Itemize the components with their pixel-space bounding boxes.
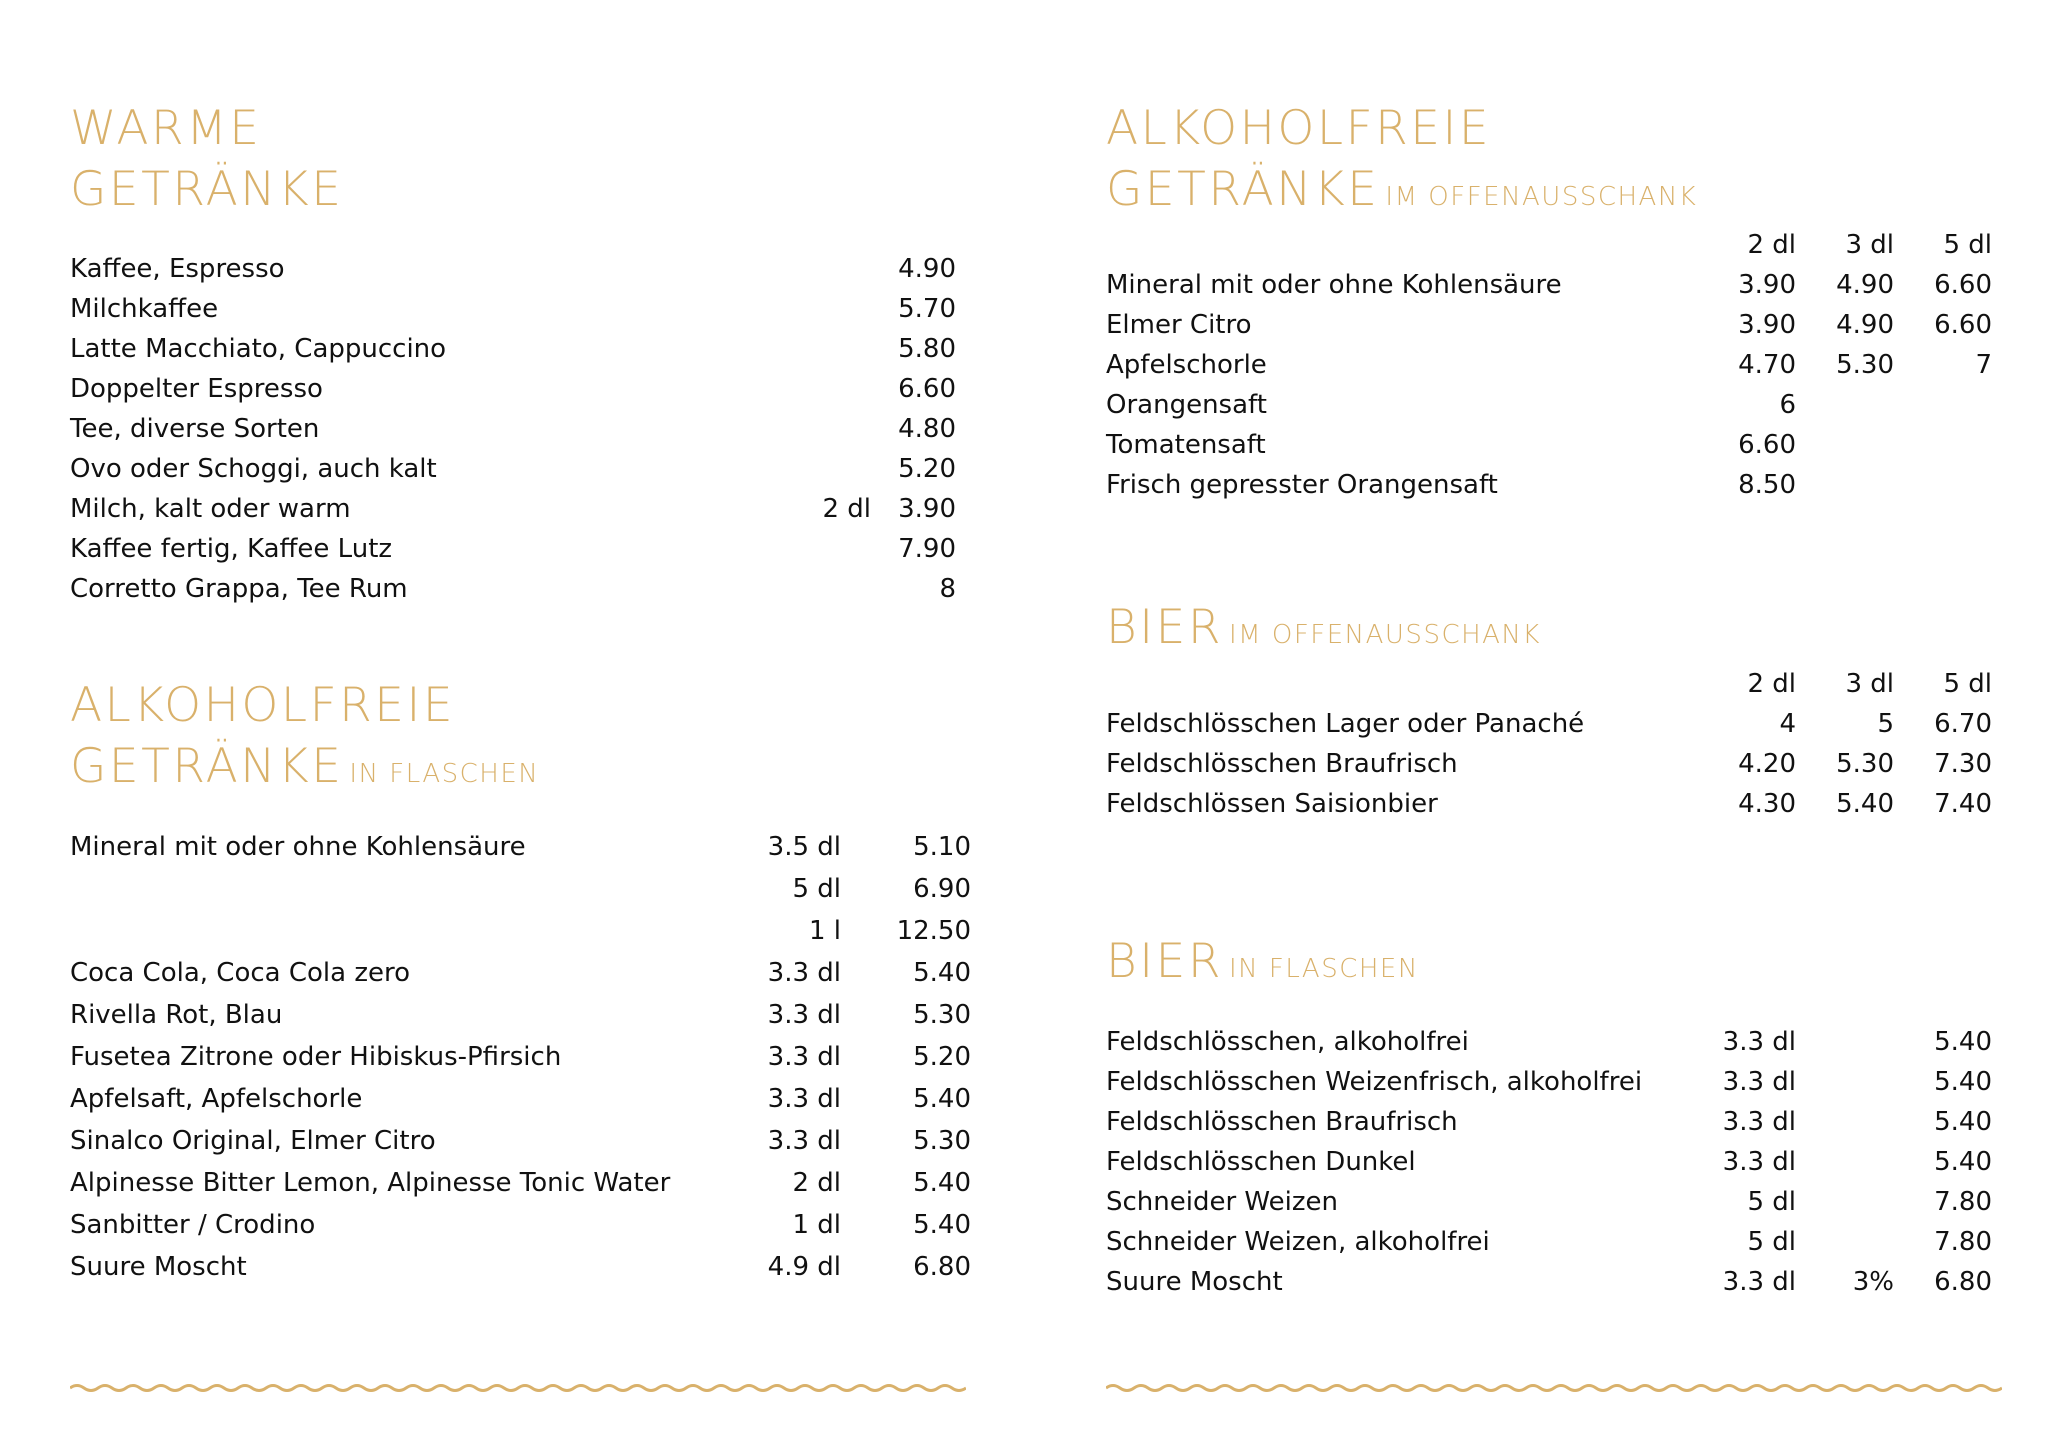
item-value: 5.30 <box>1836 749 1894 779</box>
menu-row <box>70 868 971 910</box>
alkoholfreie-offen-table <box>1106 225 1992 505</box>
table-header-row <box>1106 225 1992 265</box>
item-value: 7 <box>1975 350 1992 380</box>
item-price: 5.20 <box>913 1042 971 1072</box>
heading-line-2 <box>1106 159 1697 228</box>
heading-line <box>1106 931 1419 1000</box>
menu-row <box>1106 265 1992 305</box>
menu-row <box>1106 425 1992 465</box>
menu-row <box>1106 345 1992 385</box>
heading-subtitle: IM OFFENAUSSCHANK <box>1229 620 1541 650</box>
item-value: 6.70 <box>1934 709 1992 739</box>
item-value: 6.60 <box>1738 430 1796 460</box>
item-size: 5 dl <box>792 874 841 904</box>
menu-row <box>70 1036 971 1078</box>
item-price: 3.90 <box>898 494 956 524</box>
item-name: Schneider Weizen, alkoholfrei <box>1106 1227 1490 1257</box>
heading-line-2 <box>70 736 539 805</box>
item-value: 4.30 <box>1738 789 1796 819</box>
menu-row <box>70 369 956 409</box>
menu-row <box>1106 1262 1992 1302</box>
item-value: 3.3 dl <box>1722 1027 1796 1057</box>
item-value: 7.80 <box>1934 1227 1992 1257</box>
item-size: 2 dl <box>792 1168 841 1198</box>
menu-row <box>1106 1062 1992 1102</box>
menu-row <box>1106 704 1992 744</box>
menu-row <box>70 489 956 529</box>
item-value: 4.70 <box>1738 350 1796 380</box>
item-value: 4 <box>1779 709 1796 739</box>
item-size: 4.9 dl <box>767 1252 841 1282</box>
item-value: 7.30 <box>1934 749 1992 779</box>
item-name: Tee, diverse Sorten <box>70 414 320 444</box>
item-size: 3.3 dl <box>767 1042 841 1072</box>
menu-row <box>70 1162 971 1204</box>
item-name: Kaffee fertig, Kaffee Lutz <box>70 534 393 564</box>
item-name: Sanbitter / Crodino <box>70 1210 316 1240</box>
item-value: 5.30 <box>1836 350 1894 380</box>
alkoholfreie-flaschen-heading <box>70 675 539 805</box>
item-price: 5.20 <box>898 454 956 484</box>
item-price: 12.50 <box>896 916 971 946</box>
item-name: Feldschlösschen Braufrisch <box>1106 1107 1458 1137</box>
item-price: 7.90 <box>898 534 956 564</box>
item-name: Coca Cola, Coca Cola zero <box>70 958 411 988</box>
item-price: 5.40 <box>913 1084 971 1114</box>
item-price: 8 <box>939 574 956 604</box>
item-size: 1 dl <box>792 1210 841 1240</box>
menu-row <box>70 1204 971 1246</box>
item-size: 2 dl <box>822 494 871 524</box>
menu-row <box>70 569 956 609</box>
item-value: 6.60 <box>1934 310 1992 340</box>
menu-row <box>70 329 956 369</box>
item-name: Rivella Rot, Blau <box>70 1000 283 1030</box>
heading-line <box>1106 597 1541 666</box>
item-name: Elmer Citro <box>1106 310 1252 340</box>
menu-row <box>1106 1102 1992 1142</box>
item-price: 6.60 <box>898 374 956 404</box>
menu-row <box>70 826 971 868</box>
item-size: 3.3 dl <box>767 958 841 988</box>
item-name: Fusetea Zitrone oder Hibiskus-Pfirsich <box>70 1042 562 1072</box>
heading-subtitle: IM OFFENAUSSCHANK <box>1385 182 1698 212</box>
column-header: 5 dl <box>1943 669 1992 699</box>
column-header: 5 dl <box>1943 230 1992 260</box>
item-value: 4.20 <box>1738 749 1796 779</box>
item-name: Tomatensaft <box>1106 430 1266 460</box>
item-price: 4.80 <box>898 414 956 444</box>
item-price: 5.40 <box>913 958 971 988</box>
menu-row <box>70 289 956 329</box>
item-name: Mineral mit oder ohne Kohlensäure <box>1106 270 1562 300</box>
item-value: 7.40 <box>1934 789 1992 819</box>
item-price: 4.90 <box>898 254 956 284</box>
warme-getraenke-list <box>70 249 956 609</box>
item-name: Mineral mit oder ohne Kohlensäure <box>70 832 526 862</box>
item-value: 3.3 dl <box>1722 1267 1796 1297</box>
column-header: 3 dl <box>1845 669 1894 699</box>
item-size: 3.5 dl <box>767 832 841 862</box>
item-name: Ovo oder Schoggi, auch kalt <box>70 454 437 484</box>
item-name: Frisch gepresster Orangensaft <box>1106 470 1498 500</box>
menu-row <box>1106 784 1992 824</box>
item-value: 5.40 <box>1836 789 1894 819</box>
menu-row <box>1106 744 1992 784</box>
menu-row <box>70 1078 971 1120</box>
item-value: 5 dl <box>1747 1187 1796 1217</box>
menu-row <box>1106 1182 1992 1222</box>
table-header-row <box>1106 664 1992 704</box>
menu-row <box>1106 1022 1992 1062</box>
heading-subtitle: IN FLASCHEN <box>1229 954 1419 984</box>
item-name: Feldschlösschen, alkoholfrei <box>1106 1027 1469 1057</box>
menu-row <box>1106 385 1992 425</box>
menu-row <box>1106 1142 1992 1182</box>
item-price: 5.30 <box>913 1126 971 1156</box>
item-price: 5.40 <box>913 1168 971 1198</box>
menu-row <box>70 249 956 289</box>
alkoholfreie-offen-heading <box>1106 98 1697 228</box>
menu-row <box>1106 305 1992 345</box>
item-name: Feldschlösschen Dunkel <box>1106 1147 1416 1177</box>
menu-row <box>70 449 956 489</box>
item-price: 6.80 <box>913 1252 971 1282</box>
item-value: 4.90 <box>1836 310 1894 340</box>
heading-line-1: WARME <box>70 101 262 156</box>
heading-main: BIER <box>1106 934 1223 989</box>
item-value: 4.90 <box>1836 270 1894 300</box>
item-price: 5.40 <box>913 1210 971 1240</box>
menu-row <box>70 910 971 952</box>
menu-row <box>70 994 971 1036</box>
item-name: Suure Moscht <box>70 1252 247 1282</box>
menu-row <box>1106 465 1992 505</box>
decorative-wave-left <box>70 1381 966 1395</box>
item-name: Feldschlösschen Weizenfrisch, alkoholfrei <box>1106 1067 1643 1097</box>
heading-subtitle: IN FLASCHEN <box>349 759 540 789</box>
item-price: 5.80 <box>898 334 956 364</box>
item-value: 3.3 dl <box>1722 1147 1796 1177</box>
item-value: 5.40 <box>1934 1107 1992 1137</box>
column-header: 3 dl <box>1845 230 1894 260</box>
warme-getraenke-heading <box>70 98 343 220</box>
item-name: Suure Moscht <box>1106 1267 1283 1297</box>
item-price: 5.10 <box>913 832 971 862</box>
item-value: 3% <box>1852 1267 1894 1297</box>
heading-main: GETRÄNKE <box>70 739 344 794</box>
item-value: 6 <box>1779 390 1796 420</box>
item-value: 3.3 dl <box>1722 1107 1796 1137</box>
bier-offen-table <box>1106 664 1992 824</box>
item-name: Schneider Weizen <box>1106 1187 1338 1217</box>
bier-flaschen-table <box>1106 1022 1992 1302</box>
menu-row <box>70 1246 971 1288</box>
item-name: Doppelter Espresso <box>70 374 323 404</box>
item-name: Apfelschorle <box>1106 350 1267 380</box>
item-name: Kaffee, Espresso <box>70 254 285 284</box>
item-size: 3.3 dl <box>767 1000 841 1030</box>
menu-row <box>70 409 956 449</box>
column-header: 2 dl <box>1747 230 1796 260</box>
item-price: 5.70 <box>898 294 956 324</box>
item-name: Milch, kalt oder warm <box>70 494 351 524</box>
heading-line-2: GETRÄNKE <box>70 162 344 217</box>
item-size: 1 l <box>808 916 841 946</box>
item-value: 5.40 <box>1934 1027 1992 1057</box>
heading-line-1: ALKOHOLFREIE <box>1106 101 1492 156</box>
item-value: 3.3 dl <box>1722 1067 1796 1097</box>
item-name: Sinalco Original, Elmer Citro <box>70 1126 436 1156</box>
item-name: Apfelsaft, Apfelschorle <box>70 1084 363 1114</box>
menu-row <box>1106 1222 1992 1262</box>
item-value: 8.50 <box>1738 470 1796 500</box>
item-name: Feldschlösschen Braufrisch <box>1106 749 1458 779</box>
item-name: Feldschlössen Saisionbier <box>1106 789 1438 819</box>
item-value: 5 dl <box>1747 1227 1796 1257</box>
item-value: 3.90 <box>1738 310 1796 340</box>
item-name: Alpinesse Bitter Lemon, Alpinesse Tonic Water <box>70 1168 671 1198</box>
item-name: Feldschlösschen Lager oder Panaché <box>1106 709 1585 739</box>
item-name: Orangensaft <box>1106 390 1267 420</box>
heading-main: BIER <box>1106 600 1223 655</box>
item-value: 6.80 <box>1934 1267 1992 1297</box>
heading-line-1: ALKOHOLFREIE <box>70 678 456 733</box>
bier-flaschen-heading <box>1106 931 1419 1000</box>
alkoholfreie-flaschen-list <box>70 826 971 1288</box>
item-name: Milchkaffee <box>70 294 219 324</box>
item-value: 7.80 <box>1934 1187 1992 1217</box>
menu-row <box>70 1120 971 1162</box>
item-size: 3.3 dl <box>767 1084 841 1114</box>
bier-offen-heading <box>1106 597 1541 666</box>
item-value: 5.40 <box>1934 1147 1992 1177</box>
heading-main: GETRÄNKE <box>1106 162 1380 217</box>
item-value: 6.60 <box>1934 270 1992 300</box>
item-size: 3.3 dl <box>767 1126 841 1156</box>
item-price: 6.90 <box>913 874 971 904</box>
item-value: 5.40 <box>1934 1067 1992 1097</box>
item-value: 5 <box>1877 709 1894 739</box>
menu-row <box>70 952 971 994</box>
item-name: Latte Macchiato, Cappuccino <box>70 334 447 364</box>
item-name: Corretto Grappa, Tee Rum <box>70 574 408 604</box>
column-header: 2 dl <box>1747 669 1796 699</box>
item-value: 3.90 <box>1738 270 1796 300</box>
decorative-wave-right <box>1106 1381 2002 1395</box>
menu-row <box>70 529 956 569</box>
item-price: 5.30 <box>913 1000 971 1030</box>
